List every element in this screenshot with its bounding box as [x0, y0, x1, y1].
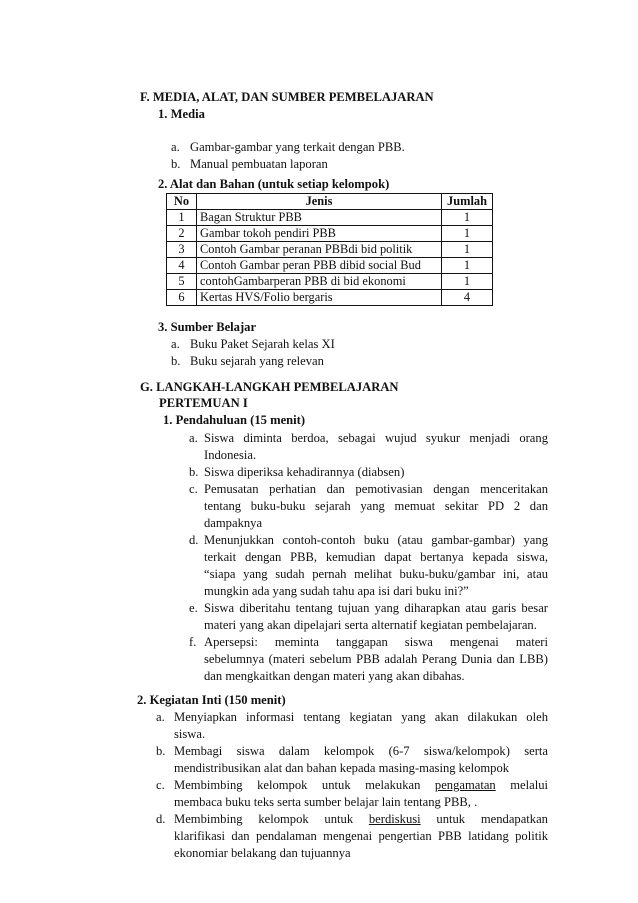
- cell-jenis: Gambar tokoh pendiri PBB: [197, 226, 442, 242]
- cell-no: 3: [167, 242, 197, 258]
- cell-jenis: Contoh Gambar peranan PBBdi bid politik: [197, 242, 442, 258]
- cell-jenis: contohGambarperan PBB di bid ekonomi: [197, 274, 442, 290]
- sumber-item-marker: a.: [171, 337, 180, 351]
- pendahuluan-item-line: materi yang akan dipelajari serta alternatif kegiatan pembelajaran.: [204, 618, 537, 632]
- inti-item-marker: d.: [156, 812, 166, 826]
- media-item-marker: a.: [171, 140, 180, 154]
- inti-item-line: mendistribusikan alat dan bahan kepada masing-masing kelompok: [174, 761, 510, 775]
- cell-jumlah: 1: [442, 274, 493, 290]
- pendahuluan-item-marker: f.: [189, 635, 197, 649]
- pendahuluan-item-marker: c.: [189, 482, 198, 496]
- inti-item-marker: c.: [156, 778, 165, 792]
- cell-jumlah: 4: [442, 290, 493, 306]
- cell-no: 5: [167, 274, 197, 290]
- kegiatan-inti-heading: 2. Kegiatan Inti (150 menit): [137, 693, 286, 707]
- inti-item-line: ekonomiar belakang dan tujuannya: [174, 846, 351, 860]
- inti-item-text: melalui: [495, 778, 549, 792]
- sumber-item-marker: b.: [171, 354, 181, 368]
- cell-jenis: Kertas HVS/Folio bergaris: [197, 290, 442, 306]
- inti-item-text: Membimbing kelompok untuk melakukan: [174, 778, 435, 792]
- pendahuluan-item-marker: a.: [189, 431, 198, 445]
- inti-item-line: klarifikasi dan pendalaman mengenai pengertian PBB latidang politik: [174, 829, 548, 843]
- table-row: [167, 290, 493, 306]
- section-f-title: F. MEDIA, ALAT, DAN SUMBER PEMBELAJARAN: [140, 90, 434, 104]
- pendahuluan-item-line: Siswa diminta berdoa, sebagai wujud syukur menjadi orang: [204, 431, 548, 445]
- section-g-title: G. LANGKAH-LANGKAH PEMBELAJARAN: [140, 380, 399, 394]
- pendahuluan-item-marker: b.: [189, 465, 199, 479]
- cell-jumlah: 1: [442, 226, 493, 242]
- inti-item-line: [174, 778, 548, 793]
- pendahuluan-item-line: dan mengkaitkan dengan materi yang akan dibahas.: [204, 669, 465, 683]
- table-row: [167, 242, 493, 258]
- sumber-item-text: Buku sejarah yang relevan: [190, 354, 324, 368]
- underlined-term: pengamatan: [434, 778, 496, 792]
- alat-bahan-table: [166, 193, 493, 306]
- cell-no: 1: [167, 210, 197, 226]
- table-row: [167, 258, 493, 274]
- inti-item-line: [174, 812, 548, 827]
- cell-jumlah: 1: [442, 210, 493, 226]
- pendahuluan-item-line: tentang buku-buku sejarah yang memuat sekitar PD 2 dan: [204, 499, 548, 513]
- cell-jenis: Contoh Gambar peran PBB dibid social Bud: [197, 258, 442, 274]
- table-row: [167, 274, 493, 290]
- inti-item-line: Membagi siswa dalam kelompok (6-7 siswa/kelompok) serta: [174, 744, 548, 758]
- underlined-term: berdiskusi: [368, 812, 421, 826]
- sumber-belajar-heading: 3. Sumber Belajar: [158, 320, 257, 334]
- media-item-text: Manual pembuatan laporan: [190, 157, 328, 171]
- pendahuluan-item-line: Apersepsi: meminta tanggapan siswa mengenai materi: [204, 635, 548, 649]
- sumber-item-text: Buku Paket Sejarah kelas XI: [190, 337, 335, 351]
- pendahuluan-item-line: Pemusatan perhatian dan pemotivasian dengan menceritakan: [204, 482, 548, 496]
- table-row: [167, 210, 493, 226]
- media-item-text: Gambar-gambar yang terkait dengan PBB.: [190, 140, 405, 154]
- pendahuluan-item-line: Siswa diberitahu tentang tujuan yang diharapkan atau garis besar: [204, 601, 548, 615]
- column-header-no: No: [167, 194, 197, 210]
- pendahuluan-item-line: Indonesia.: [204, 448, 257, 462]
- cell-jenis: Bagan Struktur PBB: [197, 210, 442, 226]
- pendahuluan-item-marker: e.: [189, 601, 198, 615]
- inti-item-marker: b.: [156, 744, 166, 758]
- media-heading: 1. Media: [158, 107, 205, 121]
- inti-item-text: Membimbing kelompok untuk: [174, 812, 369, 826]
- inti-item-text: untuk mendapatkan: [420, 812, 548, 826]
- pendahuluan-heading: 1. Pendahuluan (15 menit): [163, 413, 306, 427]
- cell-no: 2: [167, 226, 197, 242]
- alat-bahan-heading: 2. Alat dan Bahan (untuk setiap kelompok): [158, 177, 390, 191]
- pendahuluan-item-line: terkait dengan PBB, kemudian dapat bertanya kepada siswa,: [204, 550, 548, 564]
- pendahuluan-item-line: sebelumnya (materi sebelum PBB adalah Perang Dunia dan LBB): [204, 652, 548, 666]
- cell-no: 4: [167, 258, 197, 274]
- pendahuluan-item-line: dampaknya: [204, 516, 263, 530]
- pendahuluan-item-line: mungkin ada yang sudah tahu apa isi dari buku ini?”: [204, 584, 469, 598]
- column-header-jenis: Jenis: [197, 194, 442, 210]
- pendahuluan-item-line: Siswa diperiksa kehadirannya (diabsen): [204, 465, 405, 479]
- table-row: [167, 226, 493, 242]
- media-item-marker: b.: [171, 157, 181, 171]
- inti-item-line: siswa.: [174, 727, 206, 741]
- inti-item-line: Menyiapkan informasi tentang kegiatan yang akan dilakukan oleh: [174, 710, 548, 724]
- pendahuluan-item-line: Menunjukkan contoh-contoh buku (atau gambar-gambar) yang: [204, 533, 548, 547]
- cell-jumlah: 1: [442, 242, 493, 258]
- inti-item-marker: a.: [156, 710, 165, 724]
- cell-no: 6: [167, 290, 197, 306]
- table-header-row: [167, 194, 493, 210]
- pendahuluan-item-line: “siapa yang sudah pernah melihat buku-buku/gambar ini, atau: [204, 567, 548, 581]
- cell-jumlah: 1: [442, 258, 493, 274]
- inti-item-line: membaca buku teks serta sumber belajar lain tentang PBB, .: [174, 795, 478, 809]
- pendahuluan-item-marker: d.: [189, 533, 199, 547]
- pertemuan-heading: PERTEMUAN I: [159, 396, 248, 410]
- column-header-jumlah: Jumlah: [442, 194, 493, 210]
